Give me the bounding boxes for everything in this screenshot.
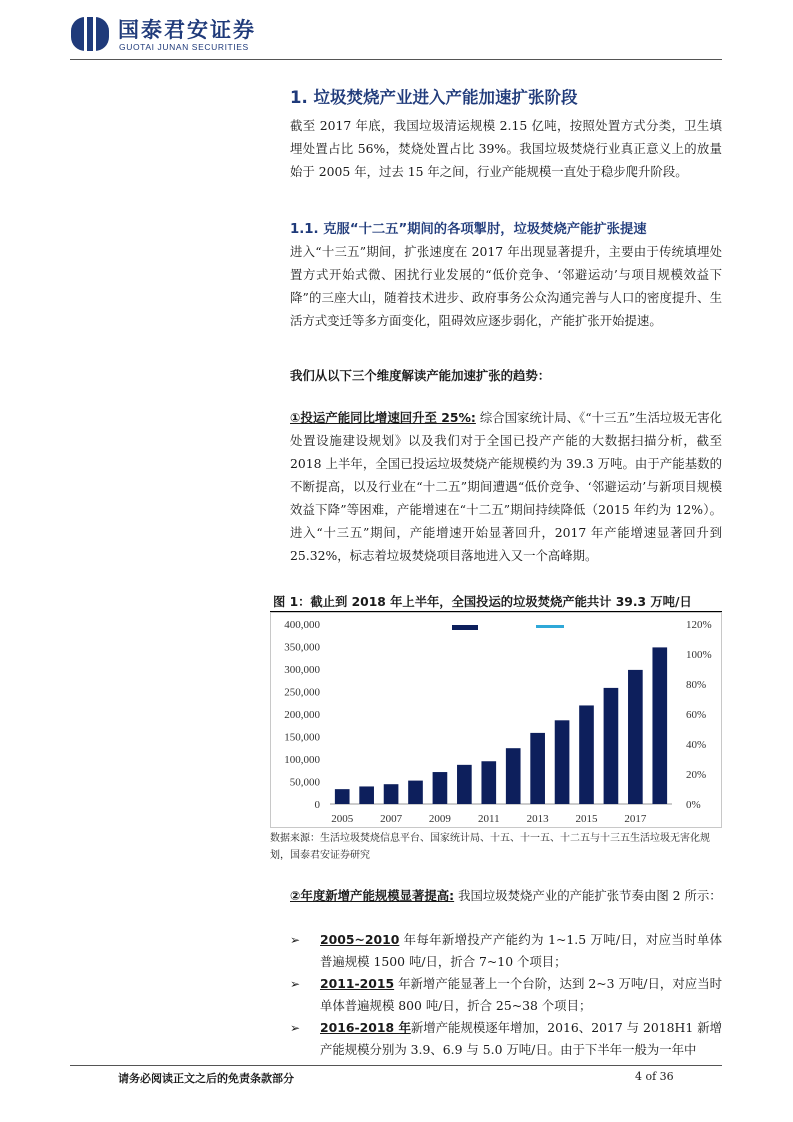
bullet-period: 2005~2010 [320, 932, 400, 947]
point-two-body: 我国垃圾焚烧产业的产能扩张节奏由图 2 所示： [454, 888, 722, 903]
bar [628, 670, 643, 804]
point-two-paragraph [290, 884, 722, 907]
lead-sentence: 我们从以下三个维度解读产能加速扩张的趋势： [290, 368, 551, 383]
x-tick-label: 2011 [477, 813, 500, 825]
bullet-text: 新增产能规模逐年增加，2016、2017 与 2018H1 新增产能规模分别为 3.9、6.9 与 5.0 万吨/日。由于下半年一般为一年中 [320, 1020, 722, 1057]
section-heading: 1. 垃圾焚烧产业进入产能加速扩张阶段 [290, 88, 578, 107]
intro-paragraph: 截至 2017 年底，我国垃圾清运规模 2.15 亿吨，按照处置方式分类，卫生填埋处置占比 56%，焚烧处置占比 39%。我国垃圾焚烧行业真正意义上的放量始于 2005 年，过去 15 年之间，行业产能规模一直处于稳步爬升阶段。 [290, 118, 722, 179]
y-right-tick-label: 0% [686, 799, 701, 811]
brand-name-english: GUOTAI JUNAN SECURITIES [119, 42, 249, 52]
x-tick-label: 2015 [575, 813, 598, 825]
y-left-tick-label: 350,000 [284, 641, 320, 654]
bar [335, 789, 350, 804]
page-number: 4 of 36 [635, 1070, 674, 1083]
footer-disclaimer: 请务必阅读正文之后的免责条款部分 [118, 1072, 294, 1085]
y-left-tick-label: 50,000 [289, 776, 320, 789]
arrow-bullet-icon: ➢ [290, 977, 301, 991]
company-logo-icon [70, 16, 110, 52]
bar [408, 781, 423, 804]
bar [530, 733, 545, 804]
bar [384, 784, 399, 804]
bullet-list [290, 929, 722, 1061]
bar [506, 748, 521, 804]
bar [652, 647, 667, 804]
arrow-bullet-icon: ➢ [290, 1021, 301, 1035]
bar [457, 765, 472, 804]
bullet-period: 2011-2015 [320, 976, 395, 991]
y-right-tick-label: 80% [686, 679, 707, 691]
bar [433, 772, 448, 804]
subsection-paragraph: 进入“十三五”期间，扩张速度在 2017 年出现显著提升，主要由于传统填埋处置方式开始式微、困扰行业发展的“低价竞争、‘邻避运动’与项目规模效益下降”的三座大山，随着技术进步、政府事务公众沟通完善与人口的密度提升、生活方式变迁等多方面变化，阻碍效应逐步弱化，产能扩张开始提速。 [290, 244, 722, 328]
bar [579, 705, 594, 804]
bullet-period: 2016-2018 年 [320, 1020, 411, 1035]
bullet-text: 年新增产能显著上一个台阶，达到 2~3 万吨/日，对应当时单体普遍规模 800 吨/日，折合 25~38 个项目； [320, 976, 722, 1013]
y-left-tick-label: 200,000 [284, 709, 320, 721]
y-left-tick-label: 400,000 [284, 619, 320, 631]
point-one-title: ①投运产能同比增速回升至 25%: [290, 410, 476, 425]
brand-name-chinese: 国泰君安证券 [118, 18, 256, 42]
legend-swatch-growth [536, 625, 564, 628]
point-one-body: 综合国家统计局、《“十三五”生活垃圾无害化处置设施建设规划》以及我们对于全国已投产产能的大数据扫描分析，截至 2018 上半年，全国已投运垃圾焚烧产能规模约为 39.3 万吨。由于产能基数的不断提高，以及行业在“十二五”期间遭遇“低价竞争、‘邻避运动’与新项目规模效益下降”等困难，产能增速在“十二五”期间持续降低（2015 年约为 12%）。进入“十三五”期间，产能增速开始显著回升，2017 年产能增速显著回升到 25.32%，标志着垃圾焚烧项目落地进入又一个高峰期。 [290, 410, 722, 563]
list-item [290, 929, 722, 973]
legend-swatch-capacity [452, 625, 478, 630]
bullet-text: 年每年新增投产产能约为 1~1.5 万吨/日，对应当时单体普遍规模 1500 吨/日，折合 7~10 个项目； [320, 932, 722, 969]
bar [604, 688, 619, 804]
y-right-tick-label: 60% [686, 709, 707, 721]
point-one-paragraph [290, 406, 722, 567]
y-right-tick-label: 100% [686, 649, 712, 661]
x-tick-label: 2005 [331, 813, 354, 825]
header-divider [70, 59, 722, 60]
bar [481, 761, 496, 804]
x-tick-label: 2009 [428, 813, 451, 825]
subsection-heading: 1.1. 克服“十二五”期间的各项掣肘，垃圾焚烧产能扩张提速 [290, 222, 647, 237]
x-tick-label: 2013 [526, 813, 549, 825]
bar [555, 720, 570, 804]
list-item [290, 973, 722, 1017]
figure-source: 数据来源：生活垃圾焚烧信息平台、国家统计局、十五、十一五、十二五与十三五生活垃圾无害化规划，国泰君安证券研究 [270, 833, 710, 861]
y-left-tick-label: 250,000 [284, 686, 320, 699]
x-tick-label: 2017 [624, 813, 647, 825]
y-right-tick-label: 20% [686, 769, 707, 781]
arrow-bullet-icon: ➢ [290, 933, 301, 947]
y-left-tick-label: 300,000 [284, 664, 320, 676]
figure-title: 图 1：截止到 2018 年上半年，全国投运的垃圾焚烧产能共计 39.3 万吨/日 [273, 595, 692, 609]
list-item [290, 1017, 722, 1061]
x-tick-label: 2007 [380, 813, 403, 825]
bar [359, 786, 374, 804]
point-two-title: ②年度新增产能规模显著提高: [290, 888, 455, 903]
capacity-bar-chart [270, 612, 722, 828]
footer-divider [70, 1065, 722, 1066]
y-right-tick-label: 120% [686, 619, 712, 631]
y-left-tick-label: 100,000 [284, 754, 320, 766]
y-left-tick-label: 0 [314, 799, 320, 811]
y-left-tick-label: 150,000 [284, 731, 320, 744]
y-right-tick-label: 40% [686, 739, 707, 751]
